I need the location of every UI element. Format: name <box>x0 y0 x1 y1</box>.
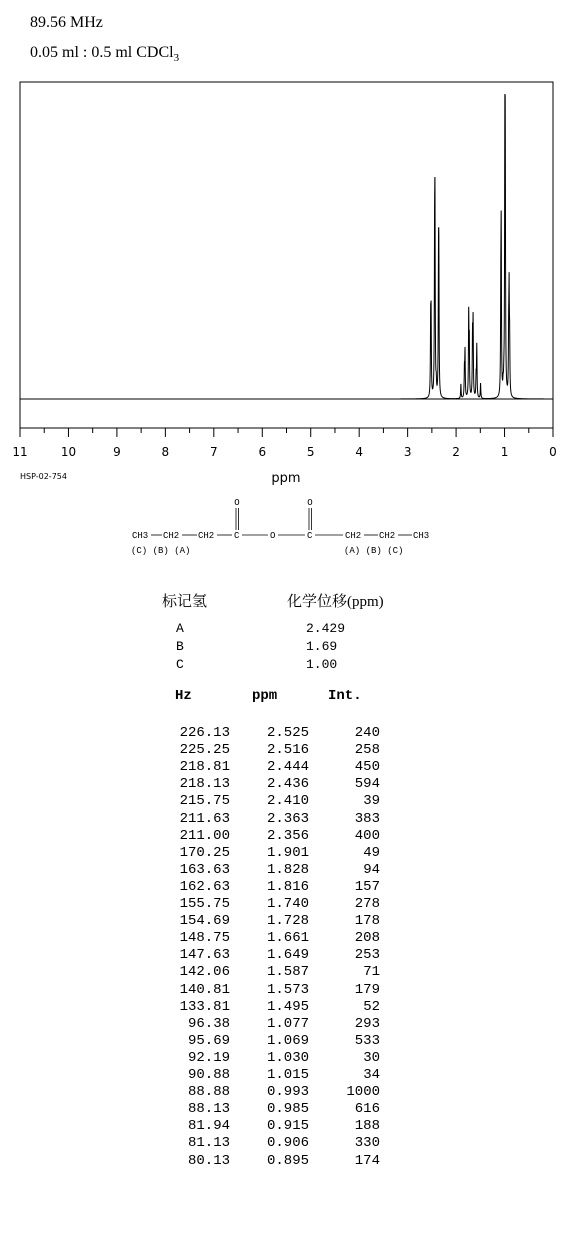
peak-ppm: 2.363 <box>266 810 309 827</box>
x-tick-label: 10 <box>60 445 77 459</box>
peak-hz: 81.94 <box>187 1118 230 1135</box>
ester-oxygen: O <box>270 531 276 541</box>
peak-header-hz: Hz <box>175 688 192 704</box>
peak-ppm: 1.649 <box>266 947 309 964</box>
peak-hz: 88.88 <box>187 1084 230 1101</box>
assignment-label: B <box>176 639 184 654</box>
molecule-structure <box>0 490 570 570</box>
peak-hz: 218.81 <box>179 759 230 776</box>
x-tick-label: 7 <box>209 445 218 459</box>
peak-hz: 133.81 <box>179 998 230 1015</box>
spectrum-id: HSP-02-754 <box>20 472 67 481</box>
right-ch2-b: CH2 <box>379 531 396 541</box>
peak-ppm: 0.895 <box>266 1152 309 1169</box>
carbonyl-oxygen-left: O <box>234 498 240 508</box>
peak-intensity: 400 <box>354 827 380 844</box>
peak-hz: 140.81 <box>179 981 230 998</box>
peak-hz: 162.63 <box>179 878 230 895</box>
x-axis-label: ppm <box>271 471 301 486</box>
peak-hz: 147.63 <box>179 947 230 964</box>
x-tick-label: 9 <box>113 445 121 459</box>
x-tick-label: 2 <box>452 445 460 459</box>
left-ch2-a: CH2 <box>198 531 215 541</box>
peak-hz: 215.75 <box>179 793 230 810</box>
peak-hz: 90.88 <box>187 1067 230 1083</box>
x-tick-label: 3 <box>403 445 412 459</box>
peak-hz: 170.25 <box>179 844 230 861</box>
assignment-shift: 1.69 <box>306 639 338 654</box>
peak-hz: 225.25 <box>179 742 230 759</box>
peak-intensity: 52 <box>363 998 380 1015</box>
peak-ppm: 2.444 <box>266 759 309 776</box>
x-tick-label: 8 <box>161 445 170 459</box>
peak-hz: 155.75 <box>179 896 230 912</box>
peak-intensity: 188 <box>354 1118 380 1135</box>
peak-intensity: 533 <box>354 1032 380 1049</box>
sample-text: 0.05 ml : 0.5 ml CDCl <box>30 44 174 61</box>
peak-intensity: 178 <box>354 913 380 930</box>
peak-hz: 80.13 <box>187 1152 230 1169</box>
left-ch3: CH3 <box>132 531 149 541</box>
right-proton-labels: (A) (B) (C) <box>344 546 404 556</box>
peak-hz: 148.75 <box>179 930 230 947</box>
peak-intensity: 34 <box>363 1067 380 1083</box>
peak-ppm: 1.077 <box>266 1015 309 1032</box>
assignment-header-shift: 化学位移(ppm) <box>287 594 384 610</box>
peak-intensity: 39 <box>363 793 380 810</box>
peak-hz: 226.13 <box>179 725 230 741</box>
sample-subscript: 3 <box>173 52 180 65</box>
peak-intensity: 157 <box>354 878 380 895</box>
peak-intensity: 30 <box>363 1049 380 1066</box>
assignment-header-label: 标记氢 <box>162 594 208 610</box>
peak-hz: 142.06 <box>179 964 230 981</box>
peak-intensity: 383 <box>354 810 380 827</box>
x-axis-tick-labels <box>12 445 556 459</box>
peak-ppm: 2.356 <box>266 827 309 844</box>
carbonyl-left <box>234 498 239 530</box>
x-tick-label: 4 <box>355 445 364 459</box>
peak-intensity: 94 <box>363 861 380 878</box>
peak-header-ppm: ppm <box>252 688 278 704</box>
peak-ppm: 2.436 <box>266 776 309 793</box>
peak-intensity: 258 <box>354 742 380 759</box>
x-tick-label: 0 <box>549 445 557 459</box>
peak-ppm: 1.901 <box>266 844 309 861</box>
peak-ppm: 1.015 <box>266 1067 309 1083</box>
peak-hz: 88.13 <box>187 1101 230 1118</box>
left-proton-labels: (C) (B) (A) <box>131 546 191 556</box>
peak-ppm: 1.030 <box>266 1049 309 1066</box>
peak-intensity: 450 <box>354 759 380 776</box>
right-ch2-a: CH2 <box>345 531 362 541</box>
peak-intensity: 174 <box>354 1152 380 1169</box>
peak-ppm: 1.728 <box>266 913 309 930</box>
left-ch2-b: CH2 <box>163 531 180 541</box>
peak-intensity: 293 <box>354 1015 380 1032</box>
carbonyl-right <box>307 498 312 530</box>
peak-ppm: 0.906 <box>266 1135 309 1152</box>
x-tick-label: 11 <box>12 445 28 459</box>
right-carbonyl-carbon: C <box>307 531 313 541</box>
peak-hz: 92.19 <box>187 1049 230 1066</box>
assignment-shift: 2.429 <box>306 621 346 636</box>
nmr-spectrum-chart <box>0 0 570 490</box>
peak-intensity: 240 <box>354 725 380 741</box>
peak-hz: 96.38 <box>187 1015 230 1032</box>
spectrometer-frequency: 89.56 MHz <box>30 14 103 31</box>
spectrum-trace <box>20 95 553 400</box>
peak-intensity: 208 <box>354 930 380 947</box>
peak-ppm: 1.069 <box>266 1032 309 1049</box>
peak-header-int: Int. <box>328 688 362 704</box>
peak-ppm: 1.661 <box>266 930 309 947</box>
plot-frame <box>20 82 553 428</box>
peak-hz: 154.69 <box>179 913 230 930</box>
peak-ppm: 1.587 <box>266 964 309 981</box>
peak-hz: 95.69 <box>187 1032 230 1049</box>
x-tick-label: 6 <box>258 445 267 459</box>
right-ch3: CH3 <box>413 531 430 541</box>
peak-ppm: 2.410 <box>266 793 309 810</box>
carbonyl-oxygen-right: O <box>307 498 313 508</box>
peak-ppm: 0.915 <box>266 1118 309 1135</box>
peak-intensity: 616 <box>354 1101 380 1118</box>
peak-hz: 211.63 <box>179 810 230 827</box>
peak-hz: 218.13 <box>179 776 230 793</box>
peak-ppm: 1.828 <box>266 861 309 878</box>
peak-ppm: 2.516 <box>266 742 309 759</box>
assignment-label: C <box>176 657 184 672</box>
peak-intensity: 278 <box>354 896 380 912</box>
x-tick-label: 1 <box>500 445 509 459</box>
x-tick-label: 5 <box>306 445 315 459</box>
peak-intensity: 49 <box>363 844 380 861</box>
peak-ppm: 1.740 <box>266 896 309 912</box>
peak-ppm: 1.495 <box>266 998 309 1015</box>
assignment-label: A <box>176 621 184 636</box>
peak-intensity: 71 <box>363 964 380 981</box>
assignment-shift: 1.00 <box>306 657 338 672</box>
peak-intensity: 253 <box>354 947 380 964</box>
peak-hz: 163.63 <box>179 861 230 878</box>
peak-ppm: 2.525 <box>266 725 309 741</box>
peak-hz: 211.00 <box>179 827 230 844</box>
left-carbonyl-carbon: C <box>234 531 240 541</box>
peak-hz: 81.13 <box>187 1135 230 1152</box>
peak-intensity: 179 <box>354 981 380 998</box>
peak-ppm: 1.816 <box>266 878 309 895</box>
x-axis-ticks <box>20 428 553 437</box>
peak-intensity: 1000 <box>346 1084 380 1101</box>
peak-intensity: 594 <box>354 776 380 793</box>
peak-ppm: 0.985 <box>266 1101 309 1118</box>
peak-ppm: 1.573 <box>266 981 309 998</box>
peak-intensity: 330 <box>354 1135 380 1152</box>
peak-ppm: 0.993 <box>266 1084 309 1101</box>
